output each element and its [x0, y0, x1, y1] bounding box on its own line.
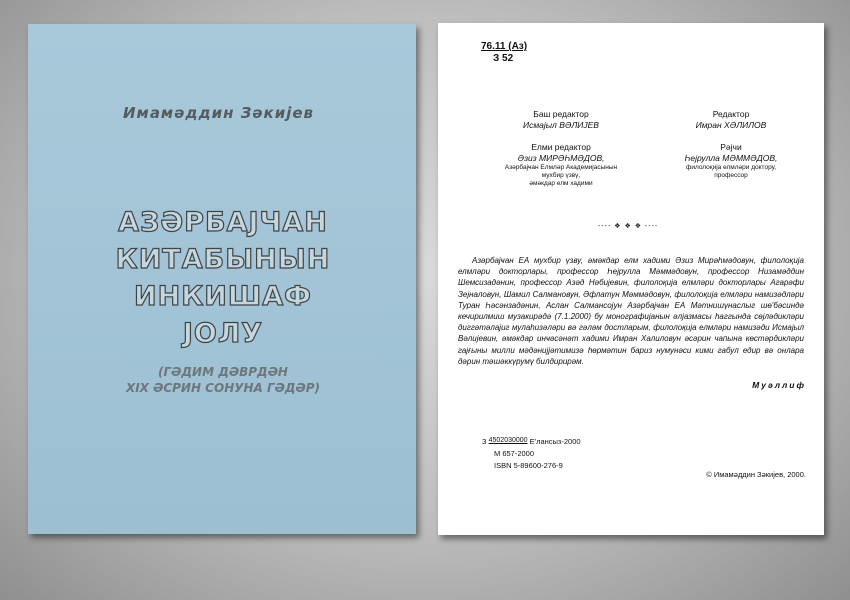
- credit-note: Азәрбајҹан Елмләр Академијасынын: [504, 164, 618, 171]
- author-mark: З 52: [493, 53, 514, 64]
- imprint-line2: М 657-2000: [494, 449, 535, 458]
- credit-note: мухбир үзвү,: [541, 172, 581, 179]
- author-signature: Муәллиф: [752, 380, 806, 390]
- imprint-number: 4502030000: [488, 437, 528, 444]
- copyright-notice: © Имамәддин Зәкијев, 2000.: [706, 470, 806, 479]
- classification-code: [481, 41, 527, 65]
- cover-title-line: КИТАБЫНЫН: [115, 244, 331, 275]
- credit-note: әмәкдар елм хадими: [529, 180, 593, 187]
- cover-title: [98, 204, 348, 352]
- imprint-row: [482, 435, 581, 448]
- bbk-code: 76.11 (Аз): [481, 41, 528, 52]
- credit-name: Исмајыл ВӘЛИЈЕВ: [523, 120, 599, 130]
- cover-subtitle-line: XIX ӘСРИН СОНУНА ГӘДӘР): [125, 381, 321, 395]
- title-verso-page: [438, 23, 824, 535]
- cover-title-line: ЈОЛУ: [182, 318, 264, 349]
- credit-note: филолоқија елмләри доктору,: [685, 164, 777, 171]
- credit-name: Имран ХӘЛИЛОВ: [695, 120, 767, 130]
- isbn: ISBN 5-89600-276-9: [494, 461, 563, 470]
- credit-note: профессор: [714, 172, 748, 179]
- reviewer-credit: [646, 142, 816, 180]
- book-cover: [28, 24, 416, 534]
- imprint-suffix: Е'лансыз-2000: [529, 437, 581, 446]
- preface-text: Азәрбајҹан ЕА мухбир үзву, әмәкдар елм хадими Әзиз Мирәһмәдовун, филолоқија елмләри докторлары, профессор Һејрулла Мәммәдовун, профессор Низамәддин Шемсизадәнин, профессор Азәд Нәбијевин, филолоқија елмләри докторлары Агарәфи Зејналовун, Шамил Салмановун, Әфлатун Мәммәдовун, филолоқија елмләри намизәдләри Туран Һәсәнзадәнин, Аслан Салмансојун Азәрбајҹан ЕА Мәтнишүнаслыг шө'бәсиндә кечирилмиш музакирәдә (7.1.2000) бу монографијанын әлјазмасы һаггында сөјләдикләри диггәтәлајиг мулаһизәләри вә гәләм достларым, филолоқија елмләри намизәди Исмајыл Вәлијевин, әмәкдар инҹәсәнәт хадими Имран Халиловун әсәрин чапына көстәрдикләри гајғыны милли мәдәнијјәтимизә һөрмәтин бариз нумунәси кими габул едир вә онлара дәрин тәшәккүрумү билдирирәм.: [458, 256, 804, 366]
- editor-credit: [646, 109, 816, 131]
- credit-name: Әзиз МИРӘҺМӘДОВ,: [517, 153, 605, 163]
- imprint-prefix: З: [482, 437, 487, 446]
- science-editor-credit: [476, 142, 646, 188]
- cover-subtitle: [73, 364, 373, 396]
- cover-author: Имамәддин Зәкијев: [123, 104, 315, 122]
- credit-name: Һејрулла МӘММӘДОВ,: [684, 153, 778, 163]
- cover-title-line: ИНКИШАФ: [134, 281, 312, 312]
- credit-role: Баш редактор: [533, 109, 589, 119]
- cover-title-line: АЗӘРБАЈЧАН: [118, 207, 328, 238]
- imprint-block: [482, 435, 581, 472]
- credit-role: Рәјчи: [720, 142, 742, 152]
- credit-role: Елми редактор: [531, 142, 591, 152]
- cover-subtitle-line: (ГӘДИМ ДӘВРДӘН: [158, 365, 288, 379]
- ornament-divider: ---- ❖ ❖ ❖ ----: [598, 223, 659, 230]
- credit-role: Редактор: [712, 109, 750, 119]
- chief-editor-credit: [476, 109, 646, 131]
